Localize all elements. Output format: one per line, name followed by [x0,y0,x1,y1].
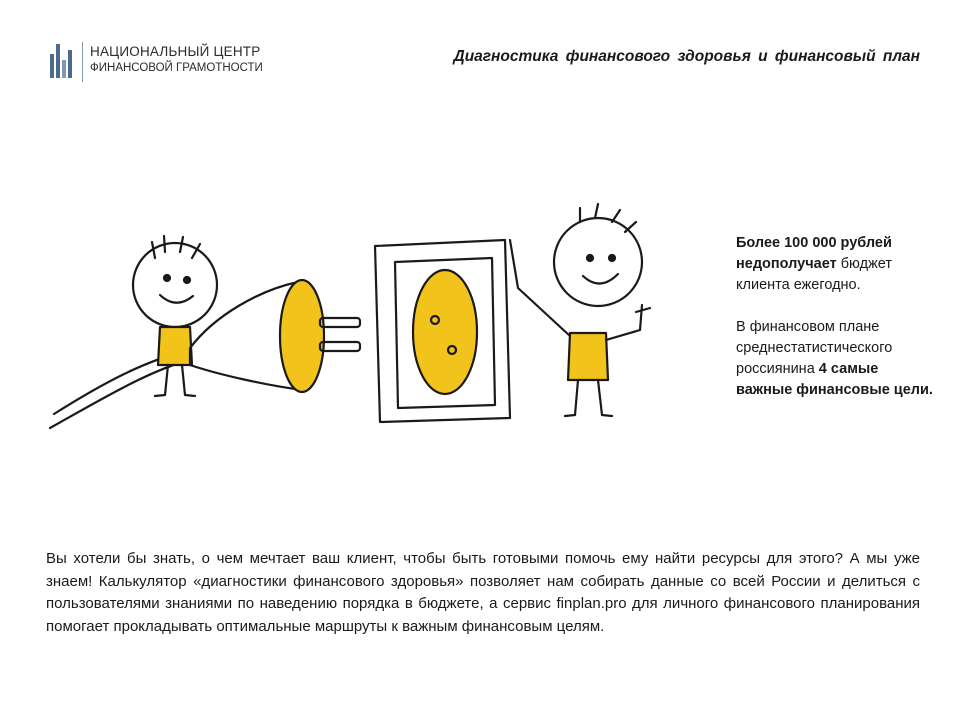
logo-divider [82,42,83,82]
logo-name-line1: НАЦИОНАЛЬНЫЙ ЦЕНТР [90,44,261,59]
left-character-body [158,327,192,365]
left-character-head [133,243,217,327]
right-character-body [568,333,608,380]
slide-title: Диагностика финансового здоровья и финансовый план [453,48,920,65]
right-character-head [554,218,642,306]
socket-face [413,270,477,394]
side-note-text-2: В финансовом плане среднестатистического россиянина [736,319,893,377]
plug-pin-top [320,318,360,327]
side-note-highlight-1: Более 100 000 рублей недополучает [736,235,892,272]
plug-pin-bottom [320,342,360,351]
side-note-paragraph-1 [736,233,936,296]
plug-socket-illustration [40,200,680,450]
body-paragraph: Вы хотели бы знать, о чем мечтает ваш клиент, чтобы быть готовыми помочь ему найти ресурсы для этого? А мы уже знаем! Калькулятор «диагностики финансового здоровья» позволяет нам собирать данные со всей России и делиться с пользователями знаниями по наведению порядка в бюджете, а сервис finplan.pro для личного финансового планирования помогает прокладывать оптимальные маршруты к важным финансовым целям. [46,550,920,635]
side-note-paragraph-2 [736,317,936,401]
side-note-text-1: бюджет клиента ежегодно. [736,256,892,293]
logo-name-line2: ФИНАНСОВОЙ ГРАМОТНОСТИ [90,62,263,74]
logo-bars-icon [50,44,76,78]
side-note [736,233,936,422]
side-note-highlight-2: 4 самые важные финансовые цели. [736,361,933,398]
plug-face [280,280,324,392]
logo [50,42,280,86]
